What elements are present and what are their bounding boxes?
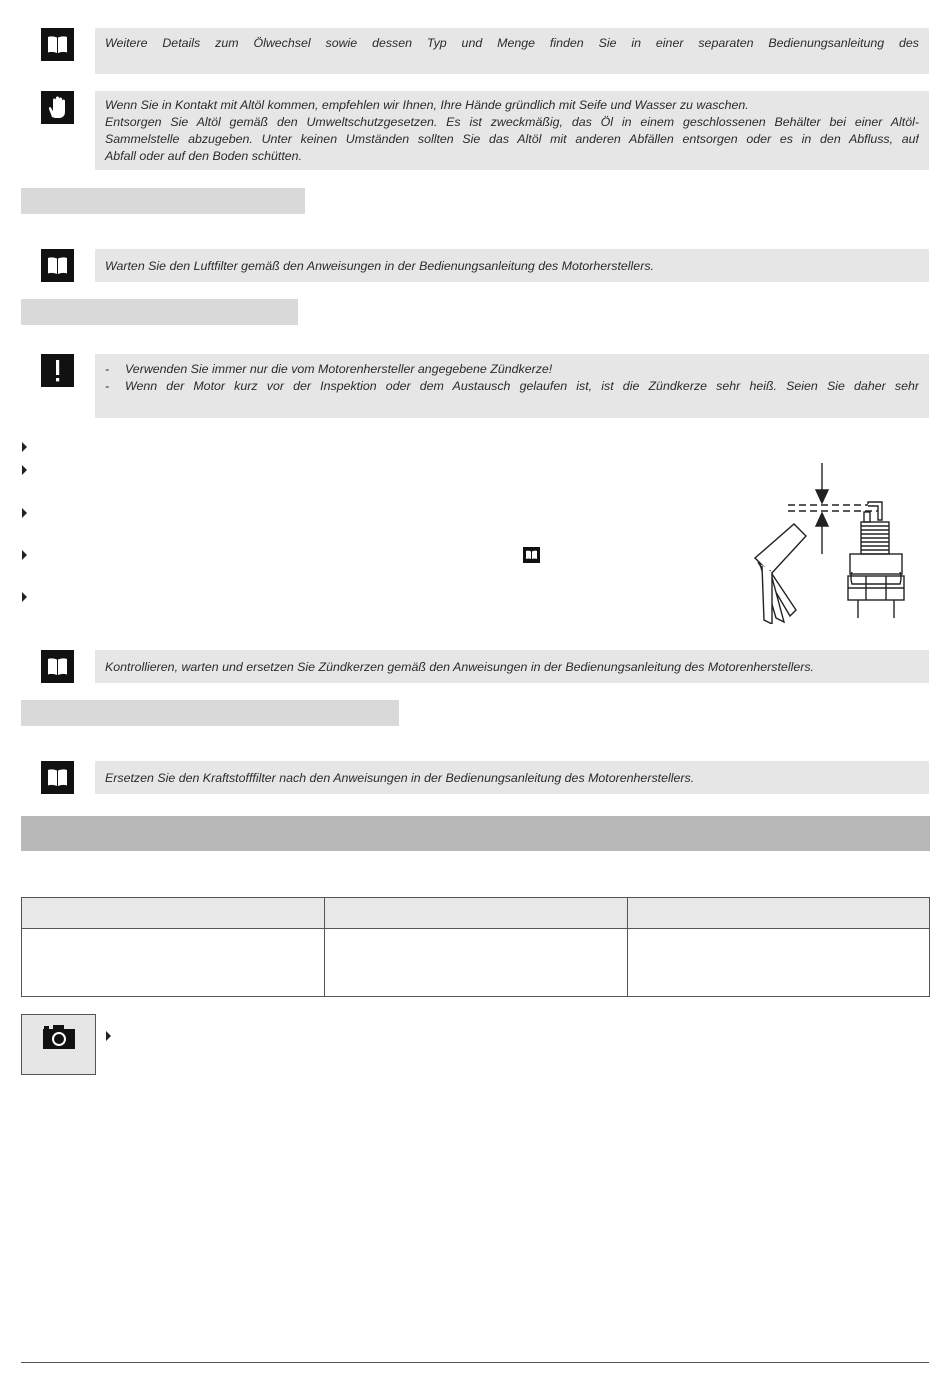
section-header-spark-plug — [21, 299, 298, 325]
exclamation-icon — [41, 354, 74, 387]
bullet-marker — [22, 465, 27, 475]
book-icon — [523, 547, 540, 563]
table-cell — [22, 929, 325, 997]
book-icon — [41, 28, 74, 61]
air-filter-text: Warten Sie den Luftfilter gemäß den Anweisungen in der Bedienungsanleitung des Motorherstellers. — [105, 259, 654, 273]
table-row — [22, 929, 930, 997]
oil-disposal-line-2: Entsorgen Sie Altöl gemäß den Umweltschutzgesetzen. Es ist zweckmäßig, das Öl in einem geschlossenen Behälter bei einer Altöl- — [105, 115, 919, 129]
oil-disposal-line-1: Wenn Sie in Kontakt mit Altöl kommen, empfehlen wir Ihnen, Ihre Hände gründlich mit Seife und Wasser zu waschen. — [105, 98, 749, 112]
table-header-cell — [628, 898, 930, 929]
table-header-row — [22, 898, 930, 929]
oil-disposal-note — [95, 91, 929, 170]
chapter-header-bar — [21, 816, 930, 851]
fuel-filter-text: Ersetzen Sie den Kraftstofffilter nach den Anweisungen in der Bedienungsanleitung des Motorenherstellers. — [105, 771, 695, 785]
book-icon — [41, 249, 74, 282]
air-filter-note — [95, 249, 929, 282]
section-header-air-filter — [21, 188, 305, 214]
table-cell — [325, 929, 628, 997]
oil-disposal-line-4: Abfall oder auf den Boden schütten. — [105, 149, 303, 163]
maintenance-table — [21, 897, 930, 997]
book-icon — [41, 761, 74, 794]
camera-photo-box — [21, 1014, 96, 1075]
bullet-marker — [22, 508, 27, 518]
table-cell — [628, 929, 930, 997]
oil-details-text: Weitere Details zum Ölwechsel sowie dessen Typ und Menge finden Sie in einer separaten Bedienungsanleitung des — [105, 36, 919, 50]
spark-plug-gap-illustration — [750, 458, 910, 624]
spark-warning-note — [95, 354, 929, 418]
spark-plug-maintenance-text: Kontrollieren, warten und ersetzen Sie Zündkerzen gemäß den Anweisungen in der Bedienungsanleitung des Motorenherstellers. — [105, 660, 814, 674]
spark-warning-item — [105, 361, 919, 378]
bullet-marker — [22, 550, 27, 560]
spark-warning-text: Verwenden Sie immer nur die vom Motorenhersteller angegebene Zündkerze! — [125, 362, 553, 376]
footer-divider — [21, 1362, 929, 1363]
bullet-marker — [22, 442, 27, 452]
hand-stop-icon — [41, 91, 74, 124]
table-header-cell — [22, 898, 325, 929]
camera-icon — [42, 1024, 76, 1050]
list-dash: - — [105, 362, 110, 376]
oil-details-note — [95, 28, 929, 74]
table-header-cell — [325, 898, 628, 929]
fuel-filter-note — [95, 761, 929, 794]
bullet-marker — [106, 1031, 111, 1041]
list-dash: - — [105, 379, 110, 393]
bullet-marker — [22, 592, 27, 602]
spark-warning-text: Wenn der Motor kurz vor der Inspektion oder dem Austausch gelaufen ist, ist die Zündkerze sehr heiß. Seien Sie daher sehr — [125, 379, 919, 393]
spark-warning-item — [105, 378, 919, 395]
section-header-fuel-filter — [21, 700, 399, 726]
spark-plug-maintenance-note — [95, 650, 929, 683]
oil-disposal-line-3: Sammelstelle abzugeben. Unter keinen Umständen sollten Sie das Altöl mit anderen Abfällen entsorgen oder es in den Abfluss, auf — [105, 132, 919, 146]
book-icon — [41, 650, 74, 683]
